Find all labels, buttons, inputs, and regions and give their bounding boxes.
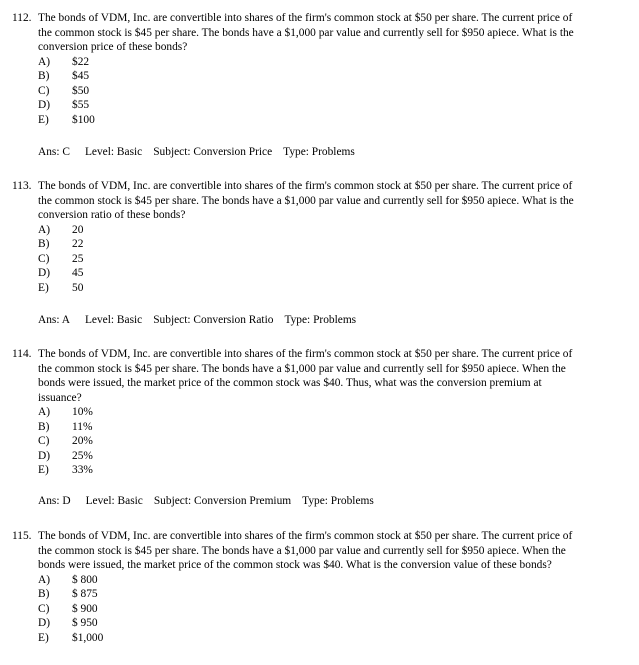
option-letter: C): [38, 84, 50, 97]
option-value: 22: [72, 238, 84, 250]
answer-type: Type: Problems: [302, 495, 374, 507]
option-c: [38, 252, 582, 267]
question-stem: [12, 11, 582, 55]
option-letter: B): [38, 588, 50, 600]
answer-subject: Subject: Conversion Ratio: [153, 314, 274, 326]
option-value: $ 950: [72, 617, 98, 629]
answer-type: Type: Problems: [283, 146, 355, 158]
option-value: 25%: [72, 449, 93, 462]
option-letter: A): [38, 223, 51, 236]
answer-label: Ans: D: [38, 495, 71, 507]
option-letter: B): [38, 238, 50, 250]
answer-options: [38, 405, 582, 478]
option-value: $ 900: [72, 602, 98, 615]
question-text: The bonds of VDM, Inc. are convertible into shares of the firm's common stock at $50 per share. The current price of the common stock is $45 per share. The bonds have a $1,000 par value and currently sell for $950 apiece. When the bonds were issued, the market price of the common stock was $40. Thus, what was the conversion premium at issuance?: [38, 348, 573, 404]
option-letter: B): [38, 70, 50, 82]
option-letter: D): [38, 617, 51, 629]
question-text: The bonds of VDM, Inc. are convertible into shares of the firm's common stock at $50 per share. The current price of the common stock is $45 per share. The bonds have a $1,000 par value and currently sell for $950 apiece. When the bonds were issued, the market price of the common stock was $40. What is the conversion value of these bonds?: [38, 530, 573, 571]
option-d: [38, 266, 582, 281]
answer-type: Type: Problems: [284, 314, 357, 326]
answer-key-114: [38, 494, 374, 509]
question-112: [12, 11, 582, 127]
question-number: 114.: [12, 348, 32, 360]
option-value: $ 875: [72, 588, 98, 600]
option-value: $22: [72, 55, 90, 68]
option-letter: A): [38, 406, 51, 418]
option-letter: C): [38, 252, 50, 265]
option-value: 10%: [72, 406, 93, 418]
option-b: [38, 237, 582, 252]
option-value: 33%: [72, 464, 93, 476]
option-letter: E): [38, 281, 49, 294]
option-value: 50: [72, 281, 84, 294]
option-value: $ 800: [72, 573, 98, 586]
option-e: [38, 113, 582, 128]
question-113: [12, 179, 582, 295]
answer-subject: Subject: Conversion Premium: [153, 495, 292, 507]
question-number: 115.: [12, 530, 32, 542]
option-letter: C): [38, 435, 50, 447]
answer-key-112: [38, 145, 355, 160]
question-number: 113.: [12, 180, 32, 192]
answer-subject: Subject: Conversion Price: [153, 146, 273, 158]
option-value: 11%: [72, 420, 93, 433]
option-a: [38, 573, 582, 588]
option-b: [38, 69, 582, 84]
option-a: [38, 405, 582, 420]
option-value: 45: [72, 267, 84, 279]
answer-level: Level: Basic: [84, 314, 143, 326]
question-stem: [12, 179, 582, 223]
option-letter: C): [38, 602, 50, 615]
answer-label: Ans: C: [38, 146, 70, 158]
option-letter: A): [38, 55, 51, 68]
answer-label: Ans: A: [38, 314, 70, 326]
option-letter: D): [38, 267, 51, 279]
answer-level: Level: Basic: [85, 495, 143, 507]
option-letter: A): [38, 573, 51, 586]
answer-options: [38, 55, 582, 128]
option-value: $1,000: [72, 631, 104, 644]
option-a: [38, 55, 582, 70]
option-e: [38, 631, 582, 646]
question-114: [12, 347, 582, 478]
option-d: [38, 449, 582, 464]
option-value: $100: [72, 113, 95, 126]
option-letter: B): [38, 420, 50, 433]
option-b: [38, 587, 582, 602]
answer-key-113: [38, 313, 356, 328]
option-d: [38, 98, 582, 113]
question-text: The bonds of VDM, Inc. are convertible into shares of the firm's common stock at $50 per share. The current price of the common stock is $45 per share. The bonds have a $1,000 par value and currently sell for $950 apiece. What is the conversion price of these bonds?: [38, 12, 574, 53]
option-d: [38, 616, 582, 631]
option-value: 25: [72, 252, 84, 265]
answer-level: Level: Basic: [84, 146, 143, 158]
option-c: [38, 434, 582, 449]
option-value: $55: [72, 99, 90, 111]
question-115: [12, 529, 582, 645]
option-value: $50: [72, 84, 90, 97]
option-letter: D): [38, 449, 51, 462]
option-value: 20%: [72, 435, 93, 447]
option-e: [38, 463, 582, 478]
option-b: [38, 420, 582, 435]
option-letter: E): [38, 464, 49, 476]
question-stem: [12, 529, 582, 573]
option-letter: E): [38, 631, 49, 644]
question-number: 112.: [12, 12, 32, 24]
option-letter: E): [38, 113, 49, 126]
option-a: [38, 223, 582, 238]
option-e: [38, 281, 582, 296]
option-value: $45: [72, 70, 90, 82]
question-stem: [12, 347, 582, 405]
answer-options: [38, 223, 582, 296]
option-c: [38, 602, 582, 617]
question-text: The bonds of VDM, Inc. are convertible into shares of the firm's common stock at $50 per share. The current price of the common stock is $45 per share. The bonds have a $1,000 par value and currently sell for $950 apiece. What is the conversion ratio of these bonds?: [38, 180, 574, 221]
option-letter: D): [38, 99, 51, 111]
answer-options: [38, 573, 582, 646]
option-value: 20: [72, 223, 84, 236]
option-c: [38, 84, 582, 99]
